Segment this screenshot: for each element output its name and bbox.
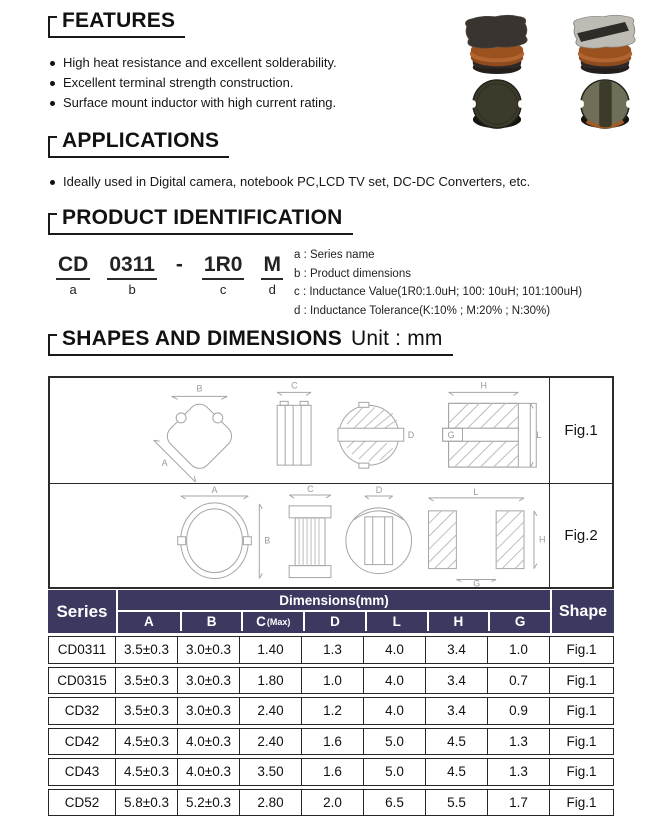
- figure-row-1: [50, 378, 612, 483]
- dim-label-h: H: [538, 534, 546, 545]
- table-row: [48, 728, 614, 756]
- cell-b: 4.0±0.3: [178, 728, 240, 756]
- cell-a: 3.5±0.3: [116, 697, 178, 725]
- cell-shape: Fig.1: [550, 667, 614, 695]
- shape-header-cell: Shape: [550, 590, 614, 633]
- dim-label-c: C: [291, 380, 298, 391]
- cell-series: CD43: [48, 758, 116, 786]
- applications-heading: [48, 128, 229, 158]
- unit-label: Unit : mm: [350, 327, 443, 350]
- dim-label-l: L: [536, 430, 542, 441]
- col-header-l: L: [365, 612, 427, 631]
- col-header-h: H: [427, 612, 489, 631]
- cell-d: 1.6: [302, 758, 364, 786]
- feature-text: Excellent terminal strength construction.: [63, 75, 294, 90]
- fig1-label: Fig.1: [549, 378, 612, 483]
- feature-text: High heat resistance and excellent solderability.: [63, 55, 337, 70]
- cell-h: 5.5: [426, 789, 488, 817]
- features-title: FEATURES: [62, 9, 176, 32]
- cell-g: 1.7: [488, 789, 550, 817]
- col-header-a: A: [143, 614, 154, 629]
- cell-a: 5.8±0.3: [116, 789, 178, 817]
- cell-shape: Fig.1: [550, 697, 614, 725]
- cell-d: 2.0: [302, 789, 364, 817]
- applications-title: APPLICATIONS: [62, 129, 220, 152]
- dim-label-g: G: [447, 430, 455, 441]
- cell-a: 4.5±0.3: [116, 728, 178, 756]
- inductor-photo-3d-left: [447, 12, 547, 76]
- cell-shape: Fig.1: [550, 728, 614, 756]
- product-identification-heading: [48, 205, 353, 235]
- dim-label-b: B: [196, 383, 203, 394]
- features-heading: [48, 8, 185, 38]
- code-part-series: CD a: [58, 253, 89, 297]
- cell-g: 0.9: [488, 697, 550, 725]
- product-photos: [444, 12, 658, 132]
- cell-b: 3.0±0.3: [178, 667, 240, 695]
- feature-item: [48, 53, 438, 73]
- shapes-heading: [48, 326, 453, 356]
- application-text: Ideally used in Digital camera, notebook PC,LCD TV set, DC-DC Converters, etc.: [63, 174, 531, 189]
- shapes-title: SHAPES AND DIMENSIONS: [62, 327, 342, 350]
- feature-item: [48, 73, 438, 93]
- cell-l: 4.0: [364, 697, 426, 725]
- product-identification-title: PRODUCT IDENTIFICATION: [62, 206, 343, 229]
- cell-a: 4.5±0.3: [116, 758, 178, 786]
- table-row: [48, 697, 614, 725]
- legend-line: c : Inductance Value(1R0:1.0uH; 100: 10uH; 101:100uH): [294, 286, 583, 298]
- cell-a: 3.5±0.3: [116, 667, 178, 695]
- col-header-d: D: [303, 612, 365, 631]
- cell-d: 1.2: [302, 697, 364, 725]
- cell-h: 3.4: [426, 636, 488, 664]
- cell-l: 4.0: [364, 667, 426, 695]
- cell-shape: Fig.1: [550, 758, 614, 786]
- dimensions-header-cell: Dimensions(mm): [279, 592, 389, 608]
- part-number-code: [56, 253, 283, 297]
- fig2-drawing: [50, 484, 549, 588]
- dim-label-a: A: [211, 484, 218, 495]
- table-row: [48, 667, 614, 695]
- figure-table: [48, 376, 614, 589]
- bullet-dot-icon: [50, 101, 55, 106]
- dim-label-c: C: [307, 483, 314, 494]
- inductor-photo-top-right: [566, 79, 644, 131]
- cell-series: CD52: [48, 789, 116, 817]
- cell-b: 4.0±0.3: [178, 758, 240, 786]
- bullet-dot-icon: [50, 61, 55, 66]
- series-header-cell: Series: [56, 601, 108, 621]
- cell-c: 3.50: [240, 758, 302, 786]
- code-part-tolerance: M d: [263, 253, 281, 297]
- dim-label-l: L: [473, 486, 479, 497]
- cell-b: 3.0±0.3: [178, 697, 240, 725]
- code-part-dimensions: 0311 b: [109, 253, 155, 297]
- cell-c: 1.40: [240, 636, 302, 664]
- cell-l: 4.0: [364, 636, 426, 664]
- cell-h: 4.5: [426, 728, 488, 756]
- cell-l: 5.0: [364, 728, 426, 756]
- dimensions-table: [48, 633, 614, 819]
- legend-line: a : Series name: [294, 249, 375, 261]
- cell-b: 3.0±0.3: [178, 636, 240, 664]
- cell-l: 5.0: [364, 758, 426, 786]
- table-row: [48, 789, 614, 817]
- applications-list: [48, 172, 628, 192]
- figure-row-2: [50, 483, 612, 588]
- feature-item: [48, 93, 438, 113]
- dimensions-header-group: [116, 590, 550, 633]
- bullet-dot-icon: [50, 81, 55, 86]
- cell-g: 1.3: [488, 758, 550, 786]
- cell-d: 1.3: [302, 636, 364, 664]
- cell-h: 3.4: [426, 667, 488, 695]
- code-part-inductance: 1R0 c: [203, 253, 243, 297]
- inductor-photo-3d-right: [555, 12, 655, 76]
- cell-series: CD42: [48, 728, 116, 756]
- cell-g: 1.3: [488, 728, 550, 756]
- cell-series: CD0311: [48, 636, 116, 664]
- legend-line: b : Product dimensions: [294, 267, 411, 280]
- fig1-drawing: [50, 378, 549, 483]
- features-list: [48, 53, 438, 113]
- cell-c: 2.40: [240, 697, 302, 725]
- c-max-note: (Max): [266, 616, 291, 627]
- cell-l: 6.5: [364, 789, 426, 817]
- feature-text: Surface mount inductor with high current rating.: [63, 95, 337, 110]
- cell-shape: Fig.1: [550, 789, 614, 817]
- dim-label-h: H: [480, 380, 487, 391]
- legend-line: d : Inductance Tolerance(K:10% ; M:20% ; N:30%): [294, 304, 551, 317]
- dim-label-g: G: [473, 578, 481, 587]
- col-header-g: G: [488, 612, 550, 631]
- col-header-b: B: [180, 612, 242, 631]
- cell-h: 3.4: [426, 697, 488, 725]
- cell-shape: Fig.1: [550, 636, 614, 664]
- cell-d: 1.6: [302, 728, 364, 756]
- cell-series: CD0315: [48, 667, 116, 695]
- dimension-columns: [118, 610, 550, 631]
- code-part-dash: -: [175, 253, 183, 276]
- dim-label-d: D: [407, 430, 415, 441]
- table-row: [48, 758, 614, 786]
- cell-c: 2.40: [240, 728, 302, 756]
- cell-h: 4.5: [426, 758, 488, 786]
- inductor-photo-top-left: [458, 79, 536, 131]
- cell-g: 0.7: [488, 667, 550, 695]
- application-item: [48, 172, 628, 192]
- table-row: [48, 636, 614, 664]
- fig2-label: Fig.2: [549, 484, 612, 588]
- cell-b: 5.2±0.3: [178, 789, 240, 817]
- col-header-c: C (Max): [241, 612, 303, 631]
- code-legend: [294, 246, 582, 320]
- bullet-dot-icon: [50, 180, 55, 185]
- dim-label-b: B: [264, 535, 271, 546]
- cell-d: 1.0: [302, 667, 364, 695]
- cell-a: 3.5±0.3: [116, 636, 178, 664]
- cell-g: 1.0: [488, 636, 550, 664]
- dim-label-d: D: [375, 484, 383, 495]
- cell-series: CD32: [48, 697, 116, 725]
- dim-label-a: A: [161, 458, 168, 469]
- cell-c: 2.80: [240, 789, 302, 817]
- dimensions-table-header: [48, 590, 614, 633]
- cell-c: 1.80: [240, 667, 302, 695]
